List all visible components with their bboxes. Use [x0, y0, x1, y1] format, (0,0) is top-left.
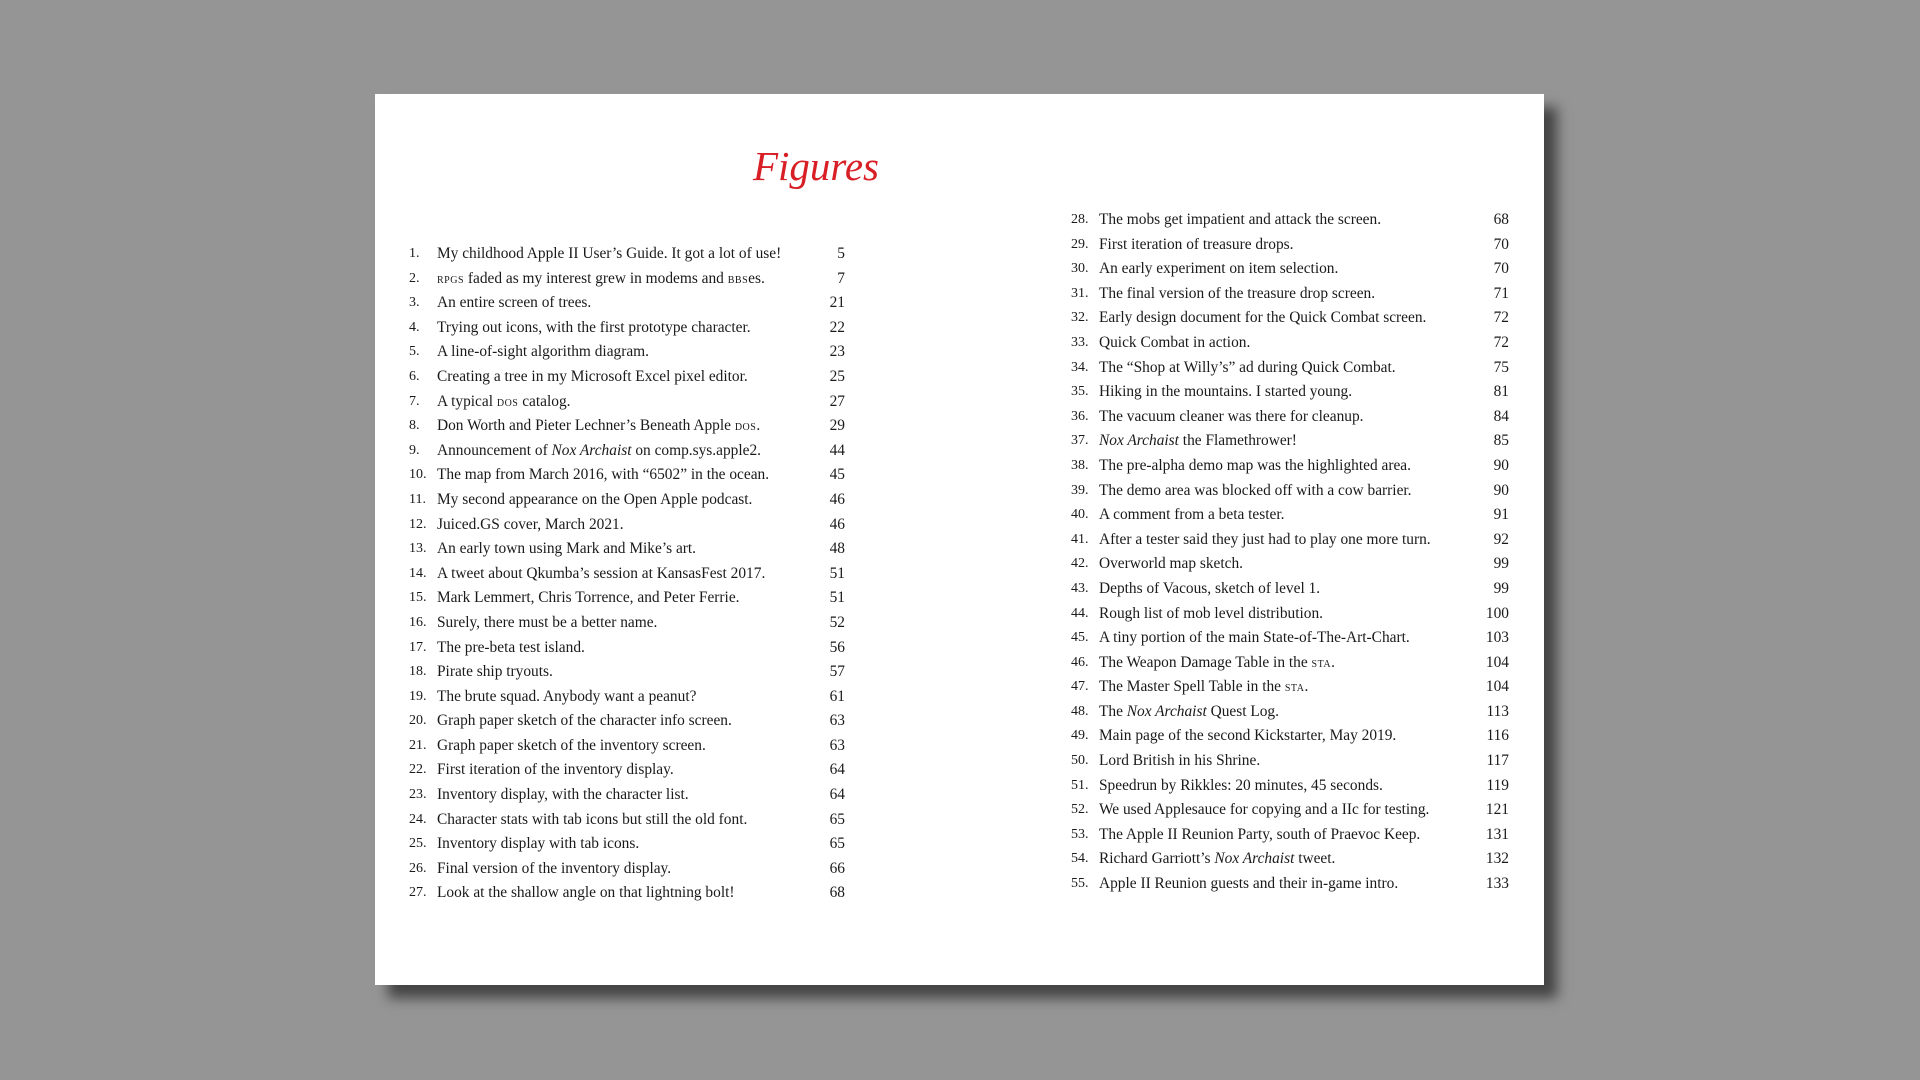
page-number: 23	[829, 343, 845, 361]
caption-text: First iteration of the inventory display.	[437, 761, 674, 779]
figure-entry	[409, 488, 845, 513]
figure-entry	[1071, 700, 1509, 725]
figure-number: 50.	[1071, 753, 1089, 769]
caption-text: Inventory display with tab icons.	[437, 835, 640, 853]
figure-entry	[1071, 823, 1509, 848]
figure-entry	[409, 340, 845, 365]
figure-caption	[1099, 429, 1297, 454]
figure-entry	[409, 808, 845, 833]
figure-number: 52.	[1071, 802, 1089, 818]
figure-list-right	[1071, 208, 1509, 897]
figure-number: 5.	[409, 344, 420, 360]
figure-number: 9.	[409, 442, 420, 458]
page-number: 61	[829, 687, 845, 705]
caption-text: sta	[1311, 655, 1332, 671]
figure-entry	[409, 832, 845, 857]
figure-entry	[1071, 798, 1509, 823]
figure-number: 24.	[409, 811, 427, 827]
page-number: 44	[829, 441, 845, 459]
figure-entry	[409, 562, 845, 587]
figure-number: 20.	[409, 713, 427, 729]
page-number: 29	[829, 417, 845, 435]
page-number: 100	[1485, 604, 1509, 622]
page-number: 72	[1493, 309, 1509, 327]
caption-text: We used Applesauce for copying and a IIc for testing.	[1099, 801, 1430, 819]
figure-number: 32.	[1071, 310, 1089, 326]
figure-number: 16.	[409, 614, 427, 630]
figure-number: 7.	[409, 393, 420, 409]
page-number: 90	[1493, 481, 1509, 499]
caption-text: Inventory display, with the character list.	[437, 786, 689, 804]
book-spread	[375, 94, 1544, 985]
page-number: 64	[829, 761, 845, 779]
figure-number: 21.	[409, 737, 427, 753]
figure-entry	[409, 537, 845, 562]
figure-entry	[1071, 257, 1509, 282]
page-number: 92	[1493, 530, 1509, 548]
figure-number: 6.	[409, 368, 420, 384]
caption-text: The final version of the treasure drop screen.	[1099, 284, 1376, 302]
figure-caption	[1099, 577, 1320, 602]
caption-text: Final version of the inventory display.	[437, 859, 672, 877]
figure-entry	[409, 660, 845, 685]
figure-caption	[1099, 454, 1411, 479]
caption-text: faded as my interest grew in modems and	[464, 269, 728, 287]
caption-text: dos	[734, 419, 757, 435]
figure-number: 47.	[1071, 679, 1089, 695]
figure-number: 45.	[1071, 630, 1089, 646]
figure-caption	[1099, 257, 1338, 282]
figure-number: 1.	[409, 246, 420, 261]
page-number: 71	[1493, 284, 1509, 302]
caption-text: Depths of Vacous, sketch of level 1.	[1099, 579, 1321, 597]
figure-caption	[1099, 356, 1396, 381]
figure-entry	[1071, 651, 1509, 676]
figure-entry	[409, 463, 845, 488]
page-number: 84	[1493, 407, 1509, 425]
figure-entry	[1071, 847, 1509, 872]
figure-number: 19.	[409, 688, 427, 704]
figure-caption	[437, 685, 696, 710]
figure-entry	[1071, 380, 1509, 405]
caption-text: A typical	[437, 392, 497, 410]
figure-caption	[437, 808, 747, 833]
figure-entry	[1071, 602, 1509, 627]
figure-number: 34.	[1071, 359, 1089, 375]
caption-text: The “Shop at Willy’s” ad during Quick Combat.	[1099, 358, 1396, 376]
caption-text: Juiced.GS cover, March 2021.	[437, 515, 624, 533]
caption-text: dos	[496, 394, 519, 410]
page-number: 65	[829, 835, 845, 853]
page-number: 21	[829, 294, 845, 312]
page-number: 51	[829, 589, 845, 607]
page-number: 65	[829, 810, 845, 828]
page-number: 75	[1493, 358, 1509, 376]
figure-entry	[1071, 405, 1509, 430]
figure-caption	[437, 291, 591, 316]
page-number: 70	[1493, 260, 1509, 278]
figure-entry	[409, 291, 845, 316]
figure-number: 37.	[1071, 433, 1089, 449]
page-number: 121	[1485, 801, 1509, 819]
caption-text: The demo area was blocked off with a cow barrier.	[1099, 481, 1412, 499]
figure-caption	[437, 857, 671, 882]
caption-text: es.	[748, 269, 765, 287]
caption-text: Trying out icons, with the first prototype character.	[437, 318, 751, 336]
figure-caption	[437, 660, 553, 685]
page-number: 52	[829, 613, 845, 631]
caption-text: Overworld map sketch.	[1099, 555, 1244, 573]
figure-caption	[437, 709, 732, 734]
figure-caption	[1099, 774, 1383, 799]
caption-text: Look at the shallow angle on that lightning bolt!	[437, 884, 735, 902]
caption-text: The Apple II Reunion Party, south of Praevoc Keep.	[1099, 825, 1421, 843]
figure-list-left	[409, 242, 845, 906]
caption-text: Nox Archaist	[1099, 432, 1179, 450]
figure-entry	[1071, 626, 1509, 651]
caption-text: A line-of-sight algorithm diagram.	[437, 343, 650, 361]
figure-entry	[409, 734, 845, 759]
figure-caption	[437, 390, 571, 416]
caption-text: The	[1099, 702, 1127, 720]
figure-number: 22.	[409, 762, 427, 778]
caption-text: the Flamethrower!	[1178, 432, 1297, 450]
figure-entry	[1071, 356, 1509, 381]
page-number: 64	[829, 786, 845, 804]
figure-caption	[1099, 528, 1431, 553]
figure-caption	[1099, 749, 1260, 774]
figure-number: 51.	[1071, 777, 1089, 793]
figure-entry	[1071, 479, 1509, 504]
figure-number: 17.	[409, 639, 427, 655]
figure-caption	[437, 463, 769, 488]
figure-entry	[409, 857, 845, 882]
figure-caption	[1099, 552, 1243, 577]
figure-caption	[1099, 306, 1426, 331]
figure-caption	[1099, 798, 1429, 823]
page-number: 91	[1493, 506, 1509, 524]
figure-entry	[1071, 675, 1509, 700]
figure-number: 27.	[409, 885, 427, 901]
page-number: 81	[1493, 383, 1509, 401]
figure-entry	[1071, 577, 1509, 602]
figure-entry	[1071, 331, 1509, 356]
page-number: 48	[829, 540, 845, 558]
figure-number: 11.	[409, 491, 426, 507]
page-number: 104	[1485, 653, 1509, 671]
figure-number: 53.	[1071, 826, 1089, 842]
page-number: 7	[837, 269, 845, 287]
page-number: 51	[829, 564, 845, 582]
page-number: 22	[829, 318, 845, 336]
figure-entry	[1071, 724, 1509, 749]
figure-number: 49.	[1071, 728, 1089, 744]
figure-number: 12.	[409, 516, 427, 532]
figure-caption	[437, 267, 765, 293]
caption-text: The pre-alpha demo map was the highlighted area.	[1099, 456, 1411, 474]
figure-number: 28.	[1071, 212, 1089, 227]
caption-text: The mobs get impatient and attack the screen.	[1099, 211, 1382, 228]
caption-text: Pirate ship tryouts.	[437, 663, 553, 681]
figure-caption	[437, 636, 585, 661]
figure-caption	[437, 414, 760, 440]
figure-entry	[1071, 528, 1509, 553]
figure-caption	[437, 439, 761, 464]
page-number: 68	[1493, 211, 1509, 228]
caption-text: After a tester said they just had to play one more turn.	[1099, 530, 1431, 548]
caption-text: Surely, there must be a better name.	[437, 613, 658, 631]
figure-caption	[1099, 282, 1375, 307]
page-number: 99	[1493, 579, 1509, 597]
figure-number: 25.	[409, 836, 427, 852]
figure-entry	[409, 636, 845, 661]
caption-text: bbs	[727, 271, 749, 287]
page-title: Figures	[752, 143, 879, 189]
figure-number: 15.	[409, 590, 427, 606]
figure-caption	[1099, 872, 1398, 897]
caption-text: The vacuum cleaner was there for cleanup.	[1099, 407, 1364, 425]
caption-text: First iteration of treasure drops.	[1099, 235, 1294, 253]
page-number: 90	[1493, 456, 1509, 474]
page-number: 119	[1486, 776, 1509, 794]
figure-entry	[409, 586, 845, 611]
figure-entry	[409, 365, 845, 390]
figure-caption	[1099, 675, 1308, 701]
figure-caption	[437, 562, 765, 587]
figure-number: 29.	[1071, 236, 1089, 252]
caption-text: A tweet about Qkumba’s session at KansasFest 2017.	[437, 564, 766, 582]
figure-caption	[1099, 700, 1279, 725]
figure-number: 31.	[1071, 285, 1089, 301]
figure-number: 41.	[1071, 531, 1089, 547]
caption-text: Rough list of mob level distribution.	[1099, 604, 1324, 622]
figure-number: 3.	[409, 295, 420, 311]
caption-text: My childhood Apple II User’s Guide. It got a lot of use!	[437, 245, 782, 262]
figure-entry	[409, 758, 845, 783]
figure-caption	[437, 586, 740, 611]
page-number: 103	[1485, 629, 1509, 647]
caption-text: on comp.sys.apple2.	[631, 441, 762, 459]
caption-text: sta	[1284, 680, 1305, 696]
caption-text: .	[1331, 653, 1335, 671]
figure-number: 18.	[409, 664, 427, 680]
figure-entry	[1071, 429, 1509, 454]
page-number: 72	[1493, 333, 1509, 351]
caption-text: Main page of the second Kickstarter, May 2019.	[1099, 727, 1397, 745]
figure-caption	[437, 832, 639, 857]
page-number: 113	[1486, 702, 1509, 720]
figure-caption	[437, 537, 696, 562]
figure-number: 13.	[409, 541, 427, 557]
figure-caption	[1099, 331, 1250, 356]
caption-text: .	[756, 417, 761, 435]
caption-text: Announcement of	[437, 441, 552, 459]
page-number: 63	[829, 736, 845, 754]
caption-text: The pre-beta test island.	[437, 638, 585, 656]
figure-entry	[409, 390, 845, 415]
figure-entry	[409, 783, 845, 808]
caption-text: The map from March 2016, with “6502” in the ocean.	[437, 466, 770, 484]
figure-entry	[1071, 233, 1509, 258]
caption-text: Nox Archaist	[551, 441, 632, 459]
caption-text: A tiny portion of the main State-of-The-Art-Chart.	[1099, 629, 1410, 647]
caption-text: Nox Archaist	[1214, 850, 1295, 868]
figure-entry	[1071, 749, 1509, 774]
figure-number: 39.	[1071, 482, 1089, 498]
caption-text: Creating a tree in my Microsoft Excel pixel editor.	[437, 367, 748, 385]
caption-text: An entire screen of trees.	[437, 294, 592, 312]
figure-entry	[409, 267, 845, 292]
figure-number: 43.	[1071, 580, 1089, 596]
caption-text: Quest Log.	[1206, 702, 1279, 720]
figure-caption	[1099, 503, 1284, 528]
caption-text: Early design document for the Quick Combat screen.	[1099, 309, 1427, 327]
page-number: 56	[829, 638, 845, 656]
figure-entry	[1071, 503, 1509, 528]
caption-text: .	[1304, 678, 1309, 696]
page-number: 131	[1485, 825, 1509, 843]
caption-text: The Weapon Damage Table in the	[1099, 653, 1312, 671]
figure-caption	[1099, 602, 1323, 627]
figure-caption	[437, 365, 748, 390]
figure-number: 40.	[1071, 507, 1089, 523]
figure-entry	[409, 242, 845, 267]
page-number: 99	[1493, 555, 1509, 573]
figure-caption	[1099, 208, 1381, 233]
figure-caption	[437, 488, 752, 513]
figure-number: 46.	[1071, 654, 1089, 670]
page-number: 132	[1485, 850, 1509, 868]
page-number: 27	[829, 392, 845, 410]
figure-caption	[437, 758, 674, 783]
figure-number: 54.	[1071, 851, 1089, 867]
figure-number: 10.	[409, 467, 427, 483]
figure-caption	[437, 881, 735, 906]
figure-number: 2.	[409, 270, 420, 286]
figure-caption	[1099, 651, 1335, 677]
figure-caption	[1099, 405, 1364, 430]
page-number: 66	[829, 859, 845, 877]
figure-entry	[409, 513, 845, 538]
caption-text: Lord British in his Shrine.	[1099, 752, 1261, 770]
figure-caption	[1099, 847, 1335, 872]
page-number: 68	[829, 884, 845, 902]
figure-entry	[1071, 306, 1509, 331]
caption-text: catalog.	[518, 392, 571, 410]
figure-caption	[1099, 626, 1410, 651]
caption-text: tweet.	[1294, 850, 1336, 868]
figure-number: 26.	[409, 860, 427, 876]
figure-caption	[437, 242, 781, 267]
figure-number: 42.	[1071, 556, 1089, 572]
figure-caption	[1099, 724, 1396, 749]
figure-caption	[1099, 233, 1293, 258]
page-number: 45	[829, 466, 845, 484]
page-number: 85	[1493, 432, 1509, 450]
figure-number: 23.	[409, 787, 427, 803]
caption-text: The Master Spell Table in the	[1099, 678, 1285, 696]
figure-caption	[437, 783, 689, 808]
caption-text: A comment from a beta tester.	[1099, 506, 1285, 524]
figure-entry	[1071, 454, 1509, 479]
figure-entry	[1071, 282, 1509, 307]
figure-caption	[1099, 823, 1420, 848]
page-number: 104	[1485, 678, 1509, 696]
caption-text: rpgs	[437, 271, 465, 287]
figure-entry	[1071, 552, 1509, 577]
page-number: 57	[829, 663, 845, 681]
caption-text: Graph paper sketch of the character info screen.	[437, 712, 732, 730]
figure-entry	[409, 611, 845, 636]
figure-caption	[437, 316, 751, 341]
page-number: 63	[829, 712, 845, 730]
caption-text: Richard Garriott’s	[1099, 850, 1215, 868]
figure-caption	[437, 611, 657, 636]
caption-text: Don Worth and Pieter Lechner’s Beneath Apple	[437, 417, 735, 435]
figure-number: 35.	[1071, 384, 1089, 400]
figure-entry	[409, 709, 845, 734]
figure-number: 55.	[1071, 876, 1089, 892]
page-number: 133	[1485, 875, 1509, 893]
figure-number: 36.	[1071, 408, 1089, 424]
caption-text: The brute squad. Anybody want a peanut?	[437, 687, 697, 705]
figure-number: 4.	[409, 319, 420, 335]
page-number: 116	[1486, 727, 1509, 745]
figure-number: 8.	[409, 418, 420, 434]
page-number: 5	[837, 245, 845, 262]
caption-text: Speedrun by Rikkles: 20 minutes, 45 seconds.	[1099, 776, 1383, 794]
figure-entry	[409, 316, 845, 341]
caption-text: Apple II Reunion guests and their in-game intro.	[1099, 875, 1399, 893]
figure-number: 30.	[1071, 261, 1089, 277]
figure-entry	[1071, 208, 1509, 233]
figure-entry	[1071, 774, 1509, 799]
figure-entry	[409, 439, 845, 464]
figure-number: 38.	[1071, 457, 1089, 473]
figure-number: 44.	[1071, 605, 1089, 621]
figure-entry	[409, 414, 845, 439]
figure-number: 14.	[409, 565, 427, 581]
page-number: 70	[1493, 235, 1509, 253]
caption-text: Character stats with tab icons but still the old font.	[437, 810, 748, 828]
figure-caption	[1099, 380, 1352, 405]
caption-text: Graph paper sketch of the inventory screen.	[437, 736, 706, 754]
caption-text: Mark Lemmert, Chris Torrence, and Peter Ferrie.	[437, 589, 740, 607]
caption-text: My second appearance on the Open Apple podcast.	[437, 490, 753, 508]
figure-entry	[1071, 872, 1509, 897]
figure-number: 33.	[1071, 334, 1089, 350]
page-number: 117	[1486, 752, 1509, 770]
figure-caption	[437, 734, 706, 759]
figure-entry	[409, 881, 845, 906]
figure-entry	[409, 685, 845, 710]
caption-text: Nox Archaist	[1126, 702, 1207, 720]
page-number: 46	[829, 515, 845, 533]
caption-text: Hiking in the mountains. I started young.	[1099, 383, 1353, 401]
caption-text: An early experiment on item selection.	[1099, 260, 1339, 278]
figure-caption	[1099, 479, 1412, 504]
figure-number: 48.	[1071, 703, 1089, 719]
page-number: 25	[829, 367, 845, 385]
figure-caption	[437, 513, 624, 538]
figure-caption	[437, 340, 649, 365]
caption-text: An early town using Mark and Mike’s art.	[437, 540, 697, 558]
caption-text: Quick Combat in action.	[1099, 333, 1251, 351]
page-number: 46	[829, 490, 845, 508]
